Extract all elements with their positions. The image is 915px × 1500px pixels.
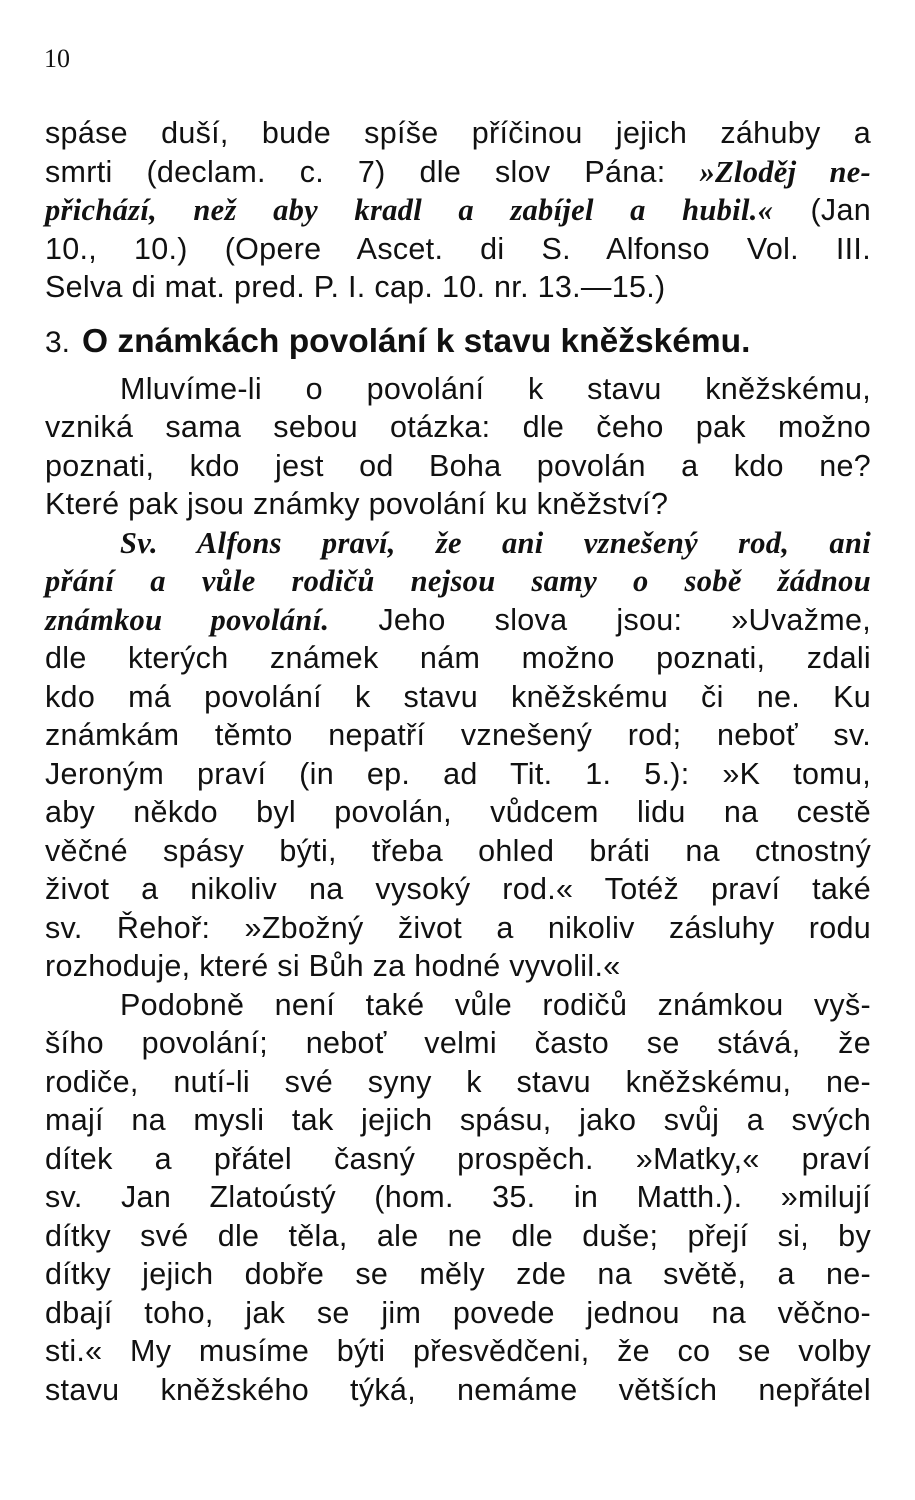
text-line — [45, 678, 871, 717]
body-text: vzniká sama sebou otázka: dle čeho pak možno — [45, 410, 871, 444]
text-line — [45, 1332, 871, 1371]
text-line — [45, 230, 871, 269]
body-text: sv. Jan Zlatoústý (hom. 35. in Matth.). »milují — [45, 1180, 871, 1214]
text-line — [45, 1217, 871, 1256]
text-line — [45, 562, 871, 601]
body-text: poznati, kdo jest od Boha povolán a kdo ne? — [45, 448, 871, 483]
text-line — [45, 832, 871, 871]
text-line — [45, 601, 871, 640]
text-line — [45, 793, 871, 832]
text-line — [45, 1294, 871, 1333]
text-line — [45, 114, 871, 153]
text-line — [45, 1255, 871, 1294]
body-text: život a nikoliv na vysoký rod.« Totéž praví také — [45, 872, 871, 906]
text-line — [45, 986, 871, 1025]
body-text: sti.« My musíme býti přesvědčeni, že co se volby — [45, 1334, 871, 1368]
body-text: dle kterých známek nám možno poznati, zdali — [45, 641, 871, 675]
body-text: dbají toho, jak se jim povede jednou na věčno- — [45, 1295, 871, 1330]
text-line — [45, 909, 871, 948]
text-line — [45, 1063, 871, 1102]
italic-text: přichází, než aby kradl a zabíjel a hubil.« — [45, 193, 774, 227]
body-text: rodiče, nutí-li své syny k stavu kněžskému, ne- — [45, 1064, 871, 1099]
body-text: věčné spásy býti, třeba ohled bráti na ctnostný — [45, 833, 871, 868]
page-body — [45, 114, 871, 1409]
body-text: mají na mysli tak jejich spásu, jako svůj a svých — [45, 1103, 871, 1137]
page-number: 10 — [44, 44, 70, 73]
body-text: stavu kněžského týká, nemáme větších nepřátel — [45, 1372, 871, 1407]
text-line — [45, 1140, 871, 1179]
body-text: Jeho slova jsou: »Uvažme, — [329, 602, 871, 637]
italic-text: »Zloděj ne- — [699, 154, 872, 189]
body-text: dítky jejich dobře se měly zde na světě, a ne- — [45, 1257, 871, 1291]
body-text: rozhoduje, které si Bůh za hodné vyvolil.« — [45, 949, 621, 983]
body-text: dítek a přátel časný prospěch. »Matky,« praví — [45, 1141, 871, 1176]
text-line — [45, 447, 871, 486]
text-line — [45, 947, 871, 986]
text-line — [45, 716, 871, 755]
italic-text: známkou povolání. — [45, 602, 330, 637]
body-text: Mluvíme-li o povolání k stavu kněžskému, — [120, 371, 871, 406]
text-line — [45, 485, 871, 524]
text-line — [45, 268, 871, 307]
text-line — [45, 1024, 871, 1063]
body-text: známkám těmto nepatří vznešený rod; neboť sv. — [45, 718, 871, 752]
section-number: 3. — [45, 325, 71, 359]
section-heading — [45, 314, 871, 370]
text-line — [45, 639, 871, 678]
body-text: (Jan — [773, 193, 871, 227]
body-text: aby někdo byl povolán, vůdcem lidu na cestě — [45, 795, 871, 829]
body-text: spáse duší, bude spíše příčinou jejich záhuby a — [45, 116, 871, 150]
text-line — [45, 1371, 871, 1410]
text-line — [45, 1178, 871, 1217]
text-line — [45, 191, 871, 230]
body-text: Selva di mat. pred. P. I. cap. 10. nr. 13.—15.) — [45, 270, 666, 304]
text-line — [45, 153, 871, 192]
text-line — [45, 524, 871, 563]
italic-text: Sv. Alfons praví, že ani vznešený rod, ani — [120, 525, 871, 560]
text-line — [45, 408, 871, 447]
text-line — [45, 755, 871, 794]
body-text: sv. Řehoř: »Zbožný život a nikoliv zásluhy rodu — [45, 910, 871, 945]
text-line — [45, 870, 871, 909]
body-text: Které pak jsou známky povolání ku kněžství? — [45, 487, 669, 521]
body-text: kdo má povolání k stavu kněžskému či ne. Ku — [45, 679, 871, 714]
text-line — [45, 370, 871, 409]
body-text: Podobně není také vůle rodičů známkou vyš- — [120, 987, 871, 1022]
section-title: O známkách povolání k stavu kněžskému. — [82, 322, 751, 360]
text-line — [45, 1101, 871, 1140]
body-text: šího povolání; neboť velmi často se stává, že — [45, 1026, 871, 1060]
body-text: smrti (declam. c. 7) dle slov Pána: — [45, 154, 700, 189]
italic-text: přání a vůle rodičů nejsou samy o sobě žádnou — [45, 564, 871, 598]
body-text: Jeroným praví (in ep. ad Tit. 1. 5.): »K tomu, — [45, 756, 871, 791]
body-text: dítky své dle těla, ale ne dle duše; přejí si, by — [45, 1218, 871, 1253]
body-text: 10., 10.) (Opere Ascet. di S. Alfonso Vol. III. — [45, 231, 871, 266]
